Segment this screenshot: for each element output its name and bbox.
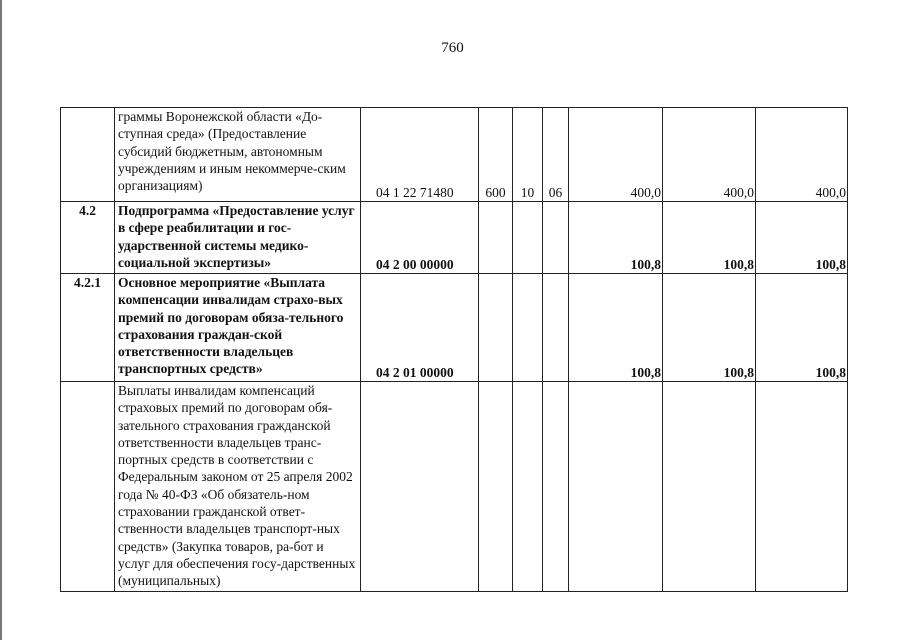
row-pr: [543, 382, 569, 592]
row-amount-year1: 100,8: [569, 274, 663, 382]
table-row: [61, 382, 848, 592]
row-amount-year2: [663, 382, 756, 592]
table-row-subprogram: [61, 202, 848, 274]
row-rz: [513, 382, 543, 592]
row-pr: [543, 202, 569, 274]
row-amount-year3: 400,0: [756, 108, 848, 202]
row-amount-year3: 100,8: [756, 202, 848, 274]
page-left-edge: [0, 0, 2, 640]
row-pr: [543, 274, 569, 382]
row-amount-year1: [569, 382, 663, 592]
row-rz: [513, 274, 543, 382]
budget-table: [60, 107, 848, 592]
row-code: 04 2 00 00000: [361, 202, 479, 274]
row-pr: 06: [543, 108, 569, 202]
row-rz: 10: [513, 108, 543, 202]
row-number: 4.2.1: [61, 274, 115, 382]
row-vr: 600: [479, 108, 513, 202]
row-amount-year3: [756, 382, 848, 592]
row-vr: [479, 382, 513, 592]
row-description: граммы Воронежской области «До-ступная среда» (Предоставление субсидий бюджетным, автономным учреждениям и иным некоммерче-ским организациям): [115, 108, 361, 202]
row-vr: [479, 202, 513, 274]
row-number: [61, 382, 115, 592]
row-description: Выплаты инвалидам компенсаций страховых премий по договорам обя-зательного страхования гражданской ответственности владельцев транс-портных средств в соответствии с Федеральным законом от 25 апреля 2002 года № 40-ФЗ «Об обязатель-ном страховании гражданской ответ-ственности владельцев транспорт-ных средств» (Закупка товаров, ра-бот и услуг для обеспечения госу-дарственных (муниципальных): [115, 382, 361, 592]
row-rz: [513, 202, 543, 274]
row-amount-year2: 100,8: [663, 274, 756, 382]
table-row-main-activity: [61, 274, 848, 382]
row-amount-year3: 100,8: [756, 274, 848, 382]
row-code: 04 1 22 71480: [361, 108, 479, 202]
row-amount-year2: 100,8: [663, 202, 756, 274]
row-description: Подпрограмма «Предоставление услуг в сфере реабилитации и гос-ударственной системы медико-социальной экспертизы»: [115, 202, 361, 274]
row-number: [61, 108, 115, 202]
row-vr: [479, 274, 513, 382]
row-amount-year1: 400,0: [569, 108, 663, 202]
row-number: 4.2: [61, 202, 115, 274]
row-description: Основное мероприятие «Выплата компенсации инвалидам страхо-вых премий по договорам обяза-тельного страхования граждан-ской ответственности владельцев транспортных средств»: [115, 274, 361, 382]
table-row: [61, 108, 848, 202]
row-code: 04 2 01 00000: [361, 274, 479, 382]
row-code: [361, 382, 479, 592]
row-amount-year2: 400,0: [663, 108, 756, 202]
page-number: 760: [441, 40, 464, 56]
row-amount-year1: 100,8: [569, 202, 663, 274]
